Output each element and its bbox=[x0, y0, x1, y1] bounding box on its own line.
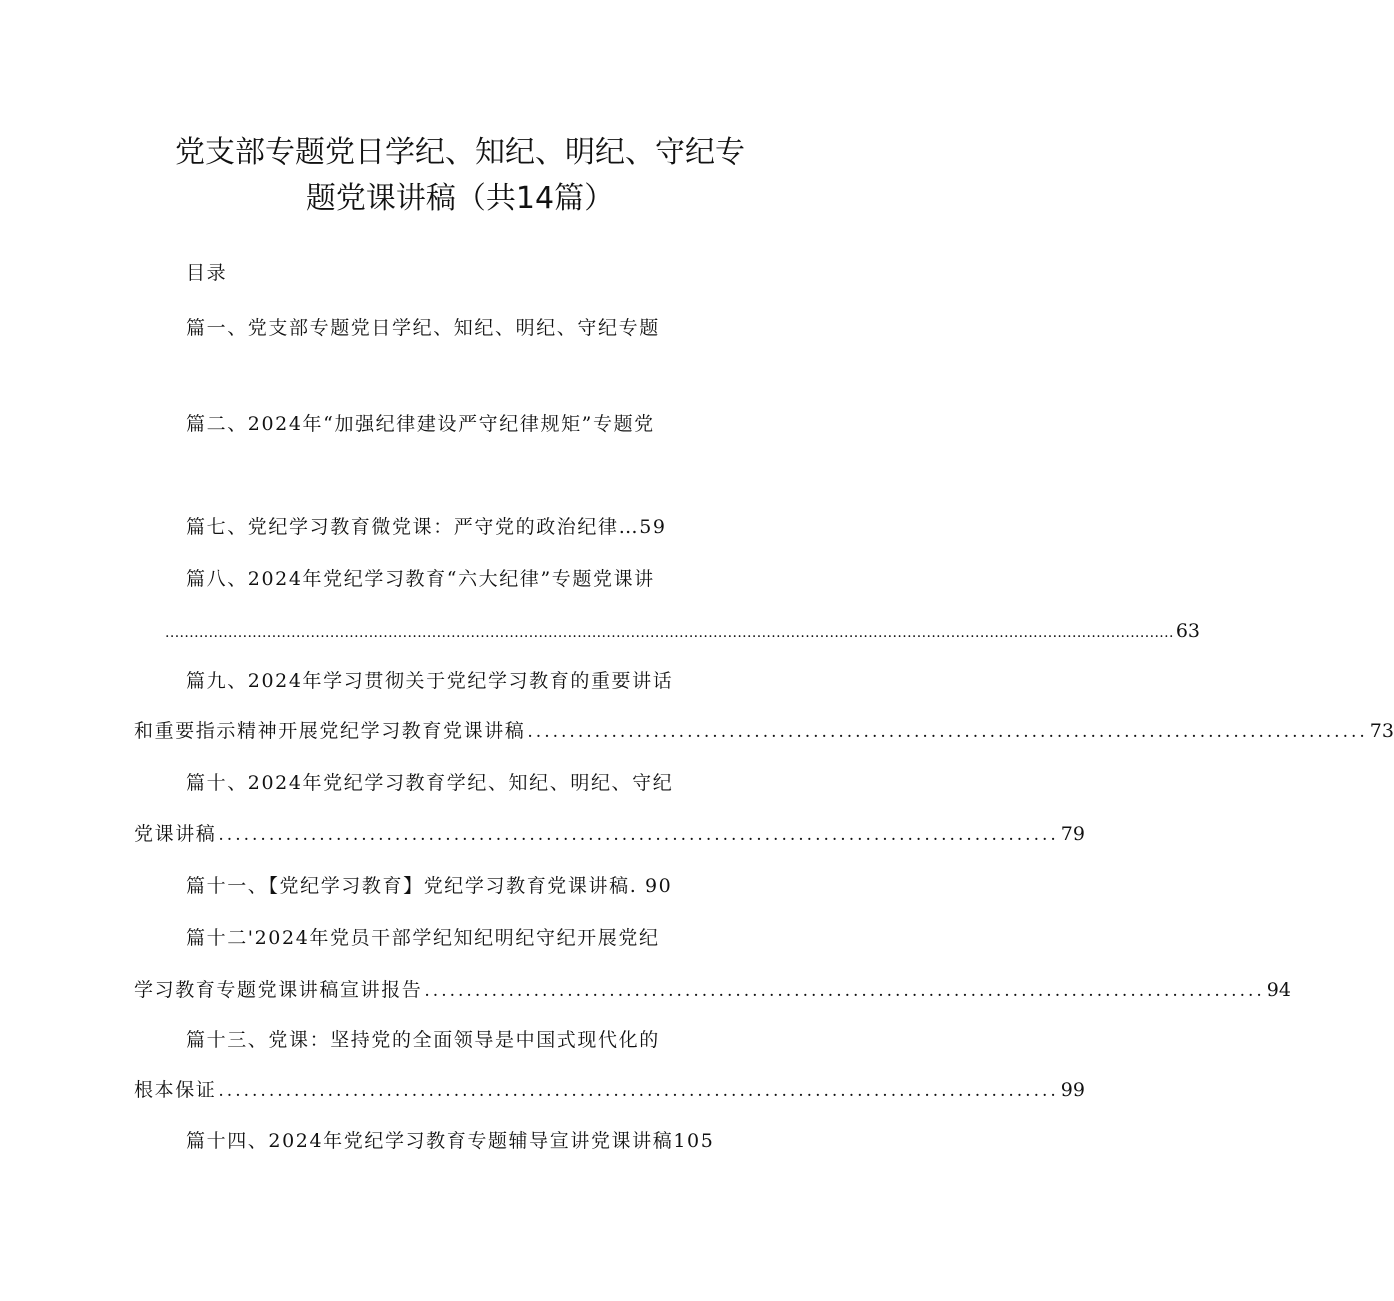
toc-entry-10-continuation[interactable] bbox=[134, 821, 1085, 848]
toc-entry-12-continuation[interactable] bbox=[134, 977, 1291, 1004]
entry-text: 根本保证 bbox=[134, 1079, 217, 1101]
document-title-line-2: 题党课讲稿（共14篇） bbox=[305, 181, 615, 216]
entry-text: 和重要指示精神开展党纪学习教育党课讲稿 bbox=[134, 720, 526, 742]
toc-entry-13[interactable]: 篇十三、党课：坚持党的全面领导是中国式现代化的 bbox=[186, 1029, 660, 1051]
page-number: 99 bbox=[1060, 1079, 1085, 1101]
dot-leader: .................................................................................................... bbox=[218, 1081, 1059, 1101]
toc-entry-8[interactable]: 篇八、2024年党纪学习教育“六大纪律”专题党课讲 bbox=[186, 568, 655, 590]
dot-leader: .................................................................................................... bbox=[218, 825, 1059, 845]
page-number: 63 bbox=[1175, 620, 1201, 642]
dot-leader: .................................................................................................... bbox=[424, 981, 1265, 1001]
toc-entry-8-leader[interactable] bbox=[163, 618, 1201, 646]
page-number: 73 bbox=[1369, 720, 1394, 742]
page-number: 94 bbox=[1266, 979, 1291, 1001]
toc-entry-14[interactable]: 篇十四、2024年党纪学习教育专题辅导宣讲党课讲稿105 bbox=[186, 1130, 715, 1152]
document-title-line-1: 党支部专题党日学纪、知纪、明纪、守纪专 bbox=[175, 135, 745, 170]
toc-entry-7[interactable]: 篇七、党纪学习教育微党课：严守党的政治纪律…59 bbox=[186, 516, 667, 538]
entry-text: 学习教育专题党课讲稿宣讲报告 bbox=[134, 979, 423, 1001]
toc-entry-11[interactable]: 篇十一、【党纪学习教育】党纪学习教育党课讲稿. 90 bbox=[186, 875, 673, 897]
toc-entry-12[interactable]: 篇十二'2024年党员干部学纪知纪明纪守纪开展党纪 bbox=[186, 927, 660, 949]
toc-entry-13-continuation[interactable] bbox=[134, 1077, 1085, 1104]
toc-entry-2[interactable]: 篇二、2024年“加强纪律建设严守纪律规矩”专题党 bbox=[186, 413, 655, 435]
toc-entry-9[interactable]: 篇九、2024年学习贯彻关于党纪学习教育的重要讲话 bbox=[186, 670, 674, 692]
entry-text: 党课讲稿 bbox=[134, 823, 217, 845]
dot-leader: ................................................................................................................................................................................................................ bbox=[165, 625, 1174, 641]
toc-heading: 目录 bbox=[186, 262, 228, 284]
toc-entry-9-continuation[interactable] bbox=[134, 718, 1394, 745]
dot-leader: .................................................................................................... bbox=[527, 722, 1368, 742]
page-number: 79 bbox=[1060, 823, 1085, 845]
toc-entry-1[interactable]: 篇一、党支部专题党日学纪、知纪、明纪、守纪专题 bbox=[186, 317, 660, 339]
toc-entry-10[interactable]: 篇十、2024年党纪学习教育学纪、知纪、明纪、守纪 bbox=[186, 772, 674, 794]
